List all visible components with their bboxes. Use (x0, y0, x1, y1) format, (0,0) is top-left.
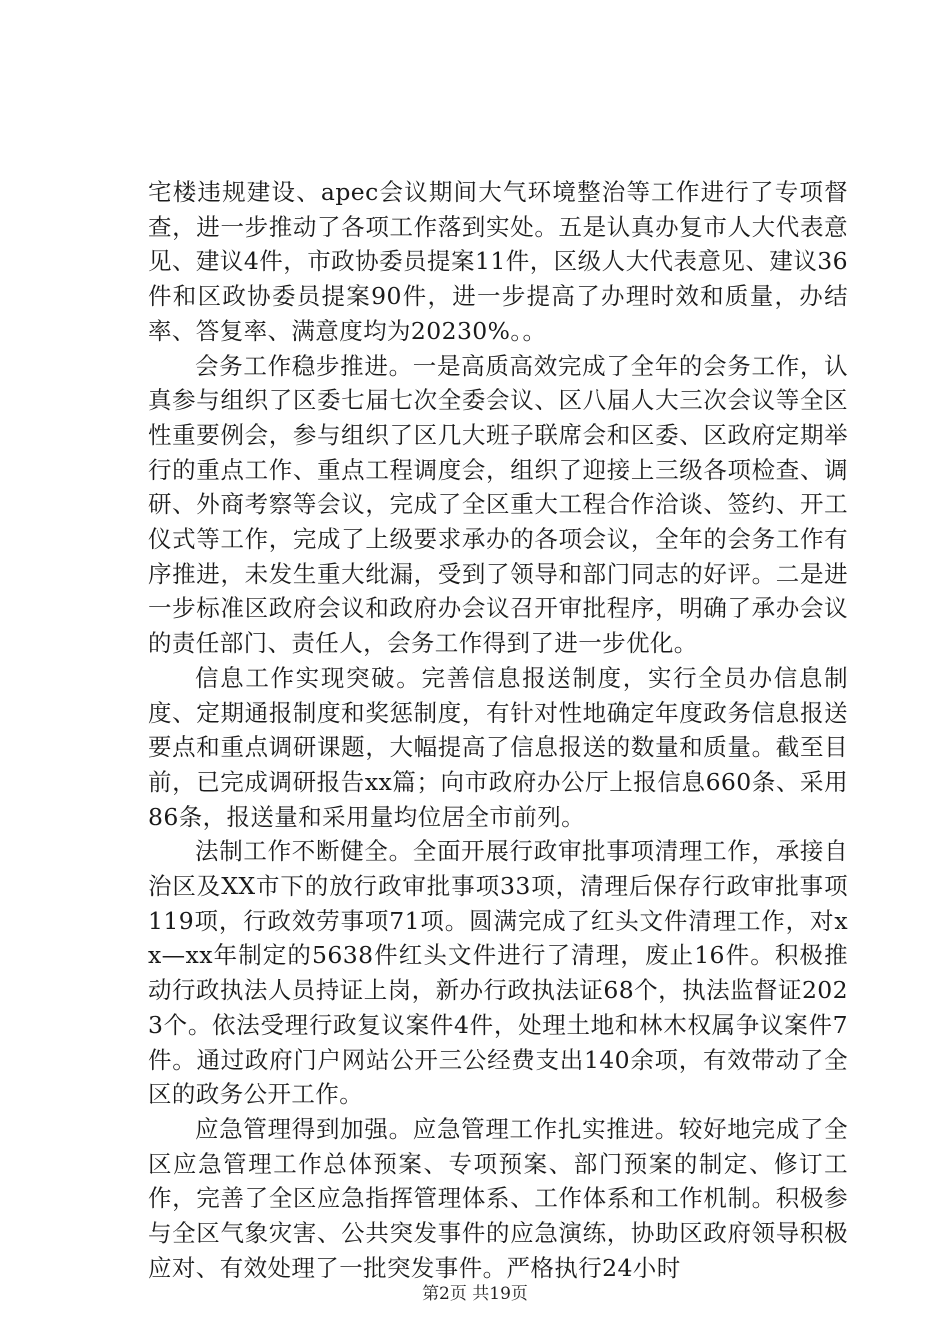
paragraph-1: 宅楼违规建设、apec会议期间大气环境整治等工作进行了专项督查，进一步推动了各项工作落到实处。五是认真办复市人大代表意见、建议4件，市政协委员提案11件，区级人大代表意见、建议36件和区政协委员提案90件，进一步提高了办理时效和质量，办结率、答复率、满意度均为20230%。。 (148, 178, 848, 345)
paragraph-2: 会务工作稳步推进。一是高质高效完成了全年的会务工作，认真参与组织了区委七届七次全委会议、区八届人大三次会议等全区性重要例会，参与组织了区几大班子联席会和区委、区政府定期举行的重点工作、重点工程调度会，组织了迎接上三级各项检查、调研、外商考察等会议，完成了全区重大工程合作洽谈、签约、开工仪式等工作，完成了上级要求承办的各项会议，全年的会务工作有序推进，未发生重大纰漏，受到了领导和部门同志的好评。二是进一步标准区政府会议和政府办会议召开审批程序，明确了承办会议的责任部门、责任人，会务工作得到了进一步优化。 (148, 351, 848, 658)
document-body (148, 175, 848, 1286)
paragraph-5: 应急管理得到加强。应急管理工作扎实推进。较好地完成了全区应急管理工作总体预案、专项预案、部门预案的制定、修订工作，完善了全区应急指挥管理体系、工作体系和工作机制。积极参与全区气象灾害、公共突发事件的应急演练，协助区政府领导积极应对、有效处理了一批突发事件。严格执行24小时 (148, 1114, 848, 1282)
page-footer: 第2页 共19页 (422, 1284, 528, 1304)
paragraph-3: 信息工作实现突破。完善信息报送制度，实行全员办信息制度、定期通报制度和奖惩制度，有针对性地确定年度政务信息报送要点和重点调研课题，大幅提高了信息报送的数量和质量。截至目前，已完成调研报告xx篇；向市政府办公厅上报信息660条、采用86条，报送量和采用量均位居全市前列。 (148, 663, 848, 831)
paragraph-4: 法制工作不断健全。全面开展行政审批事项清理工作，承接自治区及XX市下的放行政审批事项33项，清理后保存行政审批事项119项，行政效劳事项71项。圆满完成了红头文件清理工作，对xx—xx年制定的5638件红头文件进行了清理，废止16件。积极推动行政执法人员持证上岗，新办行政执法证68个，执法监督证2023个。依法受理行政复议案件4件，处理土地和林木权属争议案件7件。通过政府门户网站公开三公经费支出140余项，有效带动了全区的政务公开工作。 (148, 837, 848, 1109)
